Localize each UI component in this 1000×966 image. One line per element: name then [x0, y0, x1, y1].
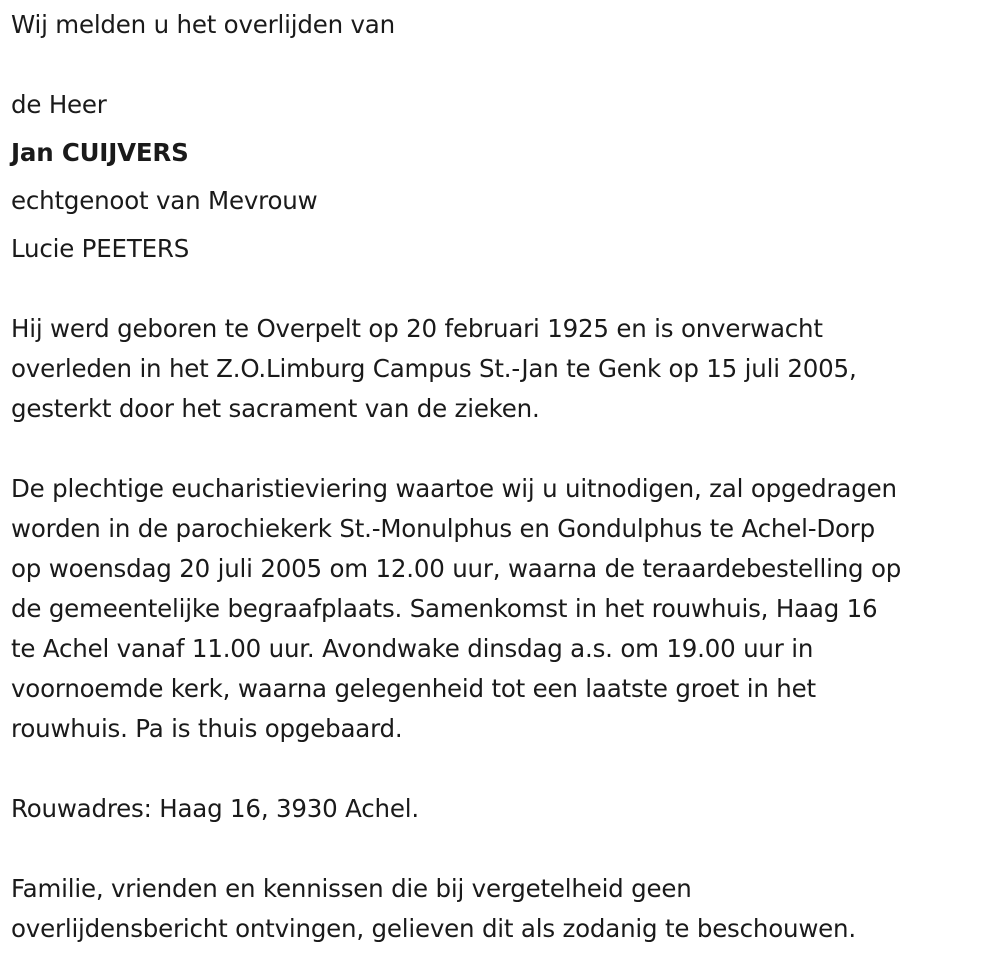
spouse-name: Lucie PEETERS — [11, 234, 190, 263]
paragraph-line: De plechtige eucharistieviering waartoe wij u uitnodigen, zal opgedragen — [11, 474, 897, 503]
paragraph-line: gesterkt door het sacrament van de zieken. — [11, 394, 540, 423]
paragraph-line: rouwhuis. Pa is thuis opgebaard. — [11, 714, 403, 743]
spacer — [11, 221, 996, 229]
deceased-name: Jan CUIJVERS — [11, 138, 189, 167]
spouse-label: echtgenoot van Mevrouw — [11, 186, 318, 215]
paragraph-line: voornoemde kerk, waarna gelegenheid tot een laatste groet in het — [11, 674, 816, 703]
paragraph-line: Hij werd geboren te Overpelt op 20 februari 1925 en is onverwacht — [11, 314, 823, 343]
paragraph-line: overlijdensbericht ontvingen, gelieven dit als zodanig te beschouwen. — [11, 914, 856, 943]
paragraph-line: op woensdag 20 juli 2005 om 12.00 uur, waarna de teraardebestelling op — [11, 554, 902, 583]
ceremony-paragraph — [11, 469, 996, 749]
spacer — [11, 269, 996, 309]
spacer — [11, 125, 996, 133]
paragraph-line: Familie, vrienden en kennissen die bij vergetelheid geen — [11, 874, 692, 903]
paragraph-line: overleden in het Z.O.Limburg Campus St.-Jan te Genk op 15 juli 2005, — [11, 354, 857, 383]
paragraph-line: te Achel vanaf 11.00 uur. Avondwake dinsdag a.s. om 19.00 uur in — [11, 634, 814, 663]
spacer — [11, 429, 996, 469]
obituary-document — [11, 0, 996, 949]
spacer — [11, 45, 996, 85]
birth-death-paragraph — [11, 309, 996, 429]
paragraph-line: worden in de parochiekerk St.-Monulphus en Gondulphus te Achel-Dorp — [11, 514, 876, 543]
paragraph-line: de gemeentelijke begraafplaats. Samenkomst in het rouwhuis, Haag 16 — [11, 594, 878, 623]
spacer — [11, 749, 996, 789]
spacer — [11, 173, 996, 181]
honorific-title: de Heer — [11, 90, 107, 119]
closing-paragraph — [11, 869, 996, 949]
spacer — [11, 829, 996, 869]
intro-text: Wij melden u het overlijden van — [11, 10, 395, 39]
mourning-address: Rouwadres: Haag 16, 3930 Achel. — [11, 794, 419, 823]
